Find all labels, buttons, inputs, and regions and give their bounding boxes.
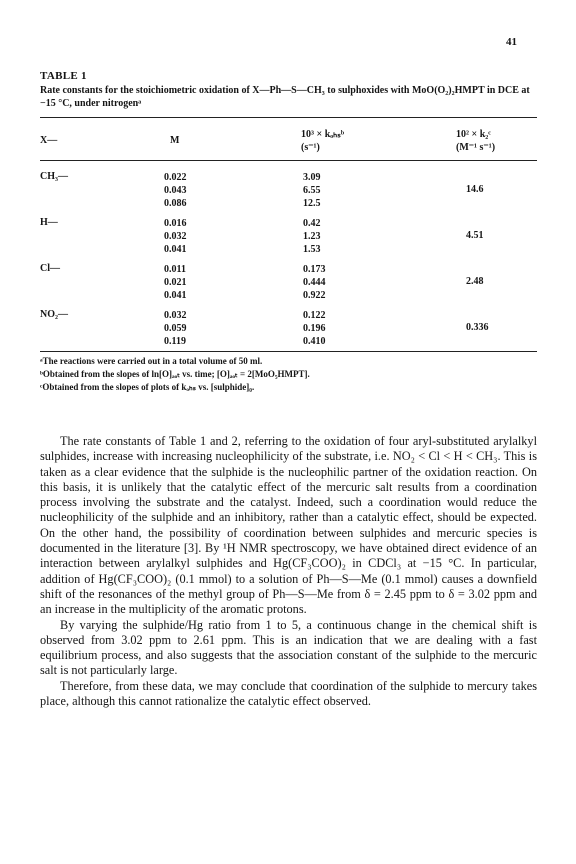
table-cell: 0.42 [303, 218, 321, 229]
header-k2-unit: (M⁻¹ s⁻¹) [456, 142, 496, 153]
header-x: X— [40, 135, 58, 146]
m-values-h [164, 217, 187, 256]
header-m: M [170, 135, 180, 146]
table-cell: 0.032 [164, 231, 187, 242]
paragraph-3: Therefore, from these data, we may conclude that coordination of the sulphide to mercury takes place, although this cannot rationalize the catalytic effect observed. [40, 678, 537, 709]
kobs-values-no2 [303, 309, 326, 348]
table-header-rule [40, 160, 537, 161]
table-cell: 0.173 [303, 264, 326, 275]
footnote-c: ᶜObtained from the slopes of plots of kₒₕₛ vs. [sulphide]₀. [40, 382, 255, 392]
table-caption: Rate constants for the stoichiometric oxidation of X—Ph—S—CH₃ to sulphoxides with MoO(O₂)₂HMPT in DCE at −15 °C, under nitrogenᵃ [40, 85, 530, 109]
table-title: TABLE 1 [40, 70, 87, 82]
table-cell: 0.041 [164, 290, 187, 301]
table-cell: 1.23 [303, 231, 321, 242]
footnote-b: ᵇObtained from the slopes of ln[O]ₐₒₜ vs. time; [O]ₐₒₜ = 2[MoO₅HMPT]. [40, 369, 310, 379]
header-k2-label: 10² × k₂ᶜ [456, 129, 491, 140]
table-cell: 0.011 [164, 264, 186, 275]
table-cell: 0.196 [303, 323, 326, 334]
k2-value-h: 4.51 [466, 230, 484, 241]
page-number: 41 [506, 36, 517, 48]
table-top-rule [40, 117, 537, 118]
paragraph-2: By varying the sulphide/Hg ratio from 1 to 5, a continuous change in the chemical shift is observed from 3.02 ppm to 2.61 ppm. This is an indication that we are dealing with a fast equilibrium process, and also suggests that the association constant of the sulphide to the mercuric salt is not particularly large. [40, 617, 537, 678]
kobs-values-cl [303, 263, 326, 302]
header-kobs-unit: (s⁻¹) [301, 142, 320, 153]
row-label-ch3: CH₃— [40, 171, 68, 182]
table-cell: 0.059 [164, 323, 187, 334]
footnote-a: ᵃThe reactions were carried out in a total volume of 50 ml. [40, 356, 263, 366]
table-bottom-rule [40, 351, 537, 352]
row-label-h: H— [40, 217, 58, 228]
row-label-cl: Cl— [40, 263, 60, 274]
paragraph-1: The rate constants of Table 1 and 2, referring to the oxidation of four aryl-substituted arylalkyl sulphides, increase with increasing nucleophilicity of the substrate, i.e. NO₂ < Cl < H < CH₃. This is taken as a clear evidence that the sulphide is the nucleophilic partner of the oxidation reaction. On this basis, it is unlikely that the catalytic effect of the mercuric salt results from a coordination process involving the substrate and the catalyst. Indeed, such a coordination would reduce the nucleophilicity of the sulphide and an inhibitory, rather than a catalytic effect, should be expected. On the other hand, the possibility of coordination between sulphides and mercuric species is documented in the literature [3]. By ¹H NMR spectroscopy, we have obtained direct evidence of an interaction between arylalkyl sulphides and Hg(CF₃COO)₂ in CDCl₃ at −15 °C. In particular, addition of Hg(CF₃COO)₂ (0.1 mmol) to a solution of Ph—S—Me (0.1 mmol) causes a downfield shift of the resonances of the methyl group of Ph—S—Me from δ = 2.45 ppm to δ = 3.02 ppm and an increase in the multiplicity of the aromatic protons. [40, 434, 537, 617]
header-kobs-label: 10³ × kₒₕₛᵇ [301, 129, 345, 140]
table-cell: 0.444 [303, 277, 326, 288]
table-cell: 0.043 [164, 185, 187, 196]
table-cell: 0.021 [164, 277, 187, 288]
table-cell: 0.086 [164, 198, 187, 209]
body-text [40, 434, 537, 709]
k2-value-ch3: 14.6 [466, 184, 484, 195]
table-cell: 1.53 [303, 244, 321, 255]
table-cell: 0.041 [164, 244, 187, 255]
table-cell: 0.016 [164, 218, 187, 229]
m-values-cl [164, 263, 187, 302]
header-k2 [456, 128, 495, 154]
kobs-values-ch3 [303, 171, 321, 210]
row-label-no2: NO₂— [40, 309, 68, 320]
header-kobs [301, 128, 344, 154]
k2-value-no2: 0.336 [466, 322, 489, 333]
table-cell: 6.55 [303, 185, 321, 196]
table-cell: 12.5 [303, 198, 321, 209]
table-cell: 0.022 [164, 172, 187, 183]
table-cell: 0.922 [303, 290, 326, 301]
table-cell: 0.119 [164, 336, 186, 347]
m-values-no2 [164, 309, 187, 348]
table-cell: 0.410 [303, 336, 326, 347]
kobs-values-h [303, 217, 321, 256]
table-cell: 0.122 [303, 310, 326, 321]
table-cell: 3.09 [303, 172, 321, 183]
k2-value-cl: 2.48 [466, 276, 484, 287]
m-values-ch3 [164, 171, 187, 210]
table-cell: 0.032 [164, 310, 187, 321]
